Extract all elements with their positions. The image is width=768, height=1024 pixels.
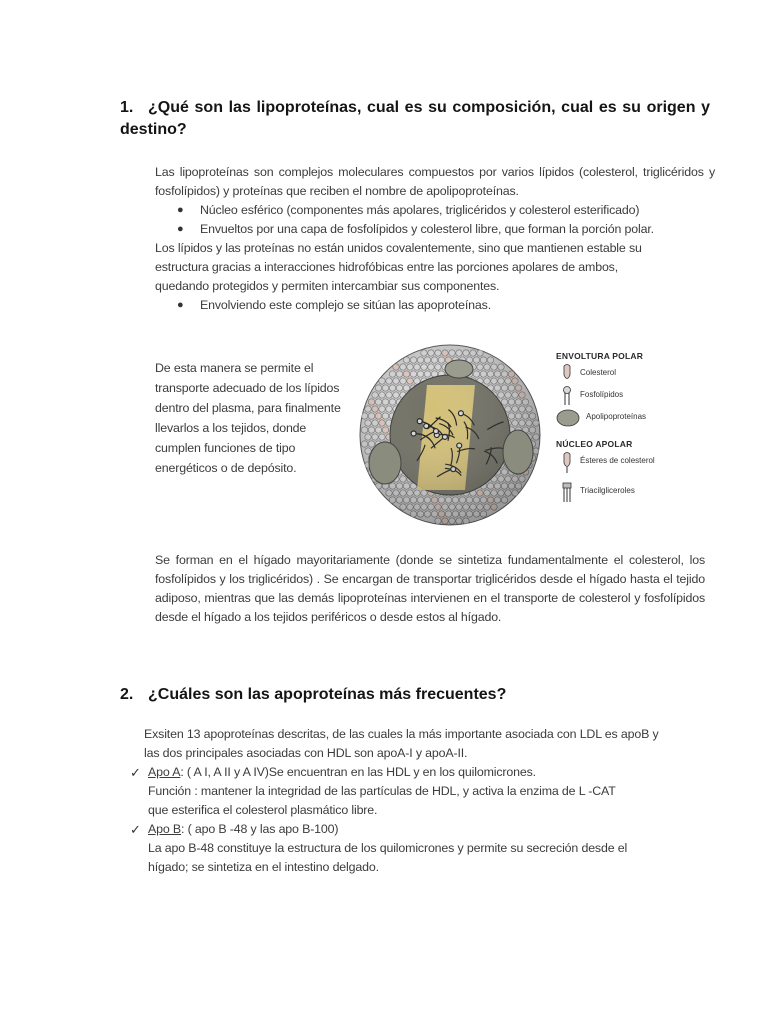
diagram-legend	[556, 349, 706, 503]
legend-row-apolipoproteinas	[556, 407, 706, 437]
section-1-body	[155, 163, 715, 315]
legend-triacilgliceroles-label: Triacilgliceroles	[580, 486, 635, 495]
lipoprotein-diagram	[355, 340, 545, 530]
intro-paragraph: Las lipoproteínas son complejos moleculares compuestos por varios lípidos (colesterol, triglicéridos y fosfolípidos) y proteínas que reciben el nombre de apolipoproteínas.	[155, 165, 715, 198]
cholesterol-icon	[560, 364, 574, 384]
apoA-label: Apo A	[148, 765, 181, 779]
origin-paragraph: Se forman en el hígado mayoritariamente (donde se sintetiza fundamentalmente el colesterol, los fosfolípidos y los triglicéridos) . Se encargan de transportar triglicéridos desde el hígado hasta el tejido adiposo, mientras que las demás lipoproteínas intervienen en el transporte de colesterol y fosfolípidos desde el hígado a los tejidos periféricos o desde estos al hígado.	[155, 553, 705, 624]
apoA-text: : ( A I, A II y A IV)Se encuentran en las HDL y en los quilomicrones.	[180, 765, 536, 779]
apoB-item	[130, 820, 664, 839]
apoA-function: Función : mantener la integridad de las partículas de HDL, y activa la enzima de L -CAT que esterifica el colesterol plasmático libre.	[148, 784, 616, 817]
legend-row-colesterol	[556, 363, 706, 385]
bullet-2-text: Envueltos por una capa de fosfolípidos y colesterol libre, que forman la porción polar.	[200, 222, 654, 236]
bullet-dot-icon: ●	[177, 204, 184, 216]
bullet-dot-icon: ●	[177, 299, 184, 311]
bullet-3-text: Envolviendo este complejo se sitúan las apoproteínas.	[200, 298, 491, 312]
section-2-heading	[120, 684, 710, 706]
apoB-description: La apo B-48 constituye la estructura de los quilomicrones y permite su secreción desde el hígado; se sintetiza en el intestino delgado.	[148, 841, 628, 874]
apoA-item	[130, 763, 664, 782]
section-1-number: 1.	[120, 99, 134, 116]
cholesterol-ester-icon	[560, 452, 574, 474]
legend-fosfolipidos-label: Fosfolípidos	[580, 390, 624, 399]
section-1-title: ¿Qué son las lipoproteínas, cual es su composición, cual es su origen y destino?	[120, 99, 710, 138]
apoprotein-top	[445, 360, 473, 378]
bullet-1-text: Núcleo esférico (componentes más apolares, triglicéridos y colesterol esterificado)	[200, 203, 640, 217]
apoprotein-left	[369, 442, 401, 484]
checkmark-icon: ✓	[130, 765, 141, 780]
legend-row-esteres	[556, 451, 706, 481]
section-1-heading	[120, 97, 710, 141]
legend-apolipoproteinas-label: Apolipoproteínas	[586, 412, 647, 421]
bullet-item-3	[155, 296, 715, 315]
phospholipid-icon	[560, 386, 574, 406]
covalent-paragraph: Los lípidos y las proteínas no están unidos covalentemente, sino que mantienen estable su estructura gracias a interacciones hidrofóbicas entre las porciones apolares de ambos, quedando protegidos y permiten intercambiar sus componentes.	[155, 241, 642, 293]
checkmark-icon: ✓	[130, 822, 141, 837]
bullet-item-2	[155, 220, 715, 239]
apoB-text: : ( apo B -48 y las apo B-100)	[181, 822, 339, 836]
apolipoprotein-icon	[556, 408, 580, 428]
apoB-label: Apo B	[148, 822, 182, 836]
section-2-number: 2.	[120, 686, 134, 703]
bullet-dot-icon: ●	[177, 223, 184, 235]
section-2-body	[130, 725, 664, 877]
section-2-title: ¿Cuáles son las apoproteínas más frecuentes?	[148, 686, 507, 703]
legend-row-triacilgliceroles	[556, 481, 706, 503]
bullet-item-1	[155, 201, 715, 220]
apoproteins-intro: Exsiten 13 apoproteínas descritas, de las cuales la más importante asociada con LDL es apoB y las dos principales asociadas con HDL son apoA-I y apoA-II.	[144, 727, 659, 760]
legend-esteres-label: Ésteres de colesterol	[580, 456, 655, 465]
triacylglycerol-icon	[560, 482, 574, 504]
legend-row-fosfolipidos	[556, 385, 706, 407]
legend-apolar-title: NÚCLEO APOLAR	[556, 439, 633, 449]
side-paragraph: De esta manera se permite el transporte adecuado de los lípidos dentro del plasma, para finalmente llevarlos a los tejidos, donde cumplen funciones de tipo energéticos o de depósito.	[155, 361, 341, 475]
apoprotein-right	[503, 430, 533, 474]
legend-colesterol-label: Colesterol	[580, 368, 617, 377]
legend-polar-title: ENVOLTURA POLAR	[556, 351, 644, 361]
